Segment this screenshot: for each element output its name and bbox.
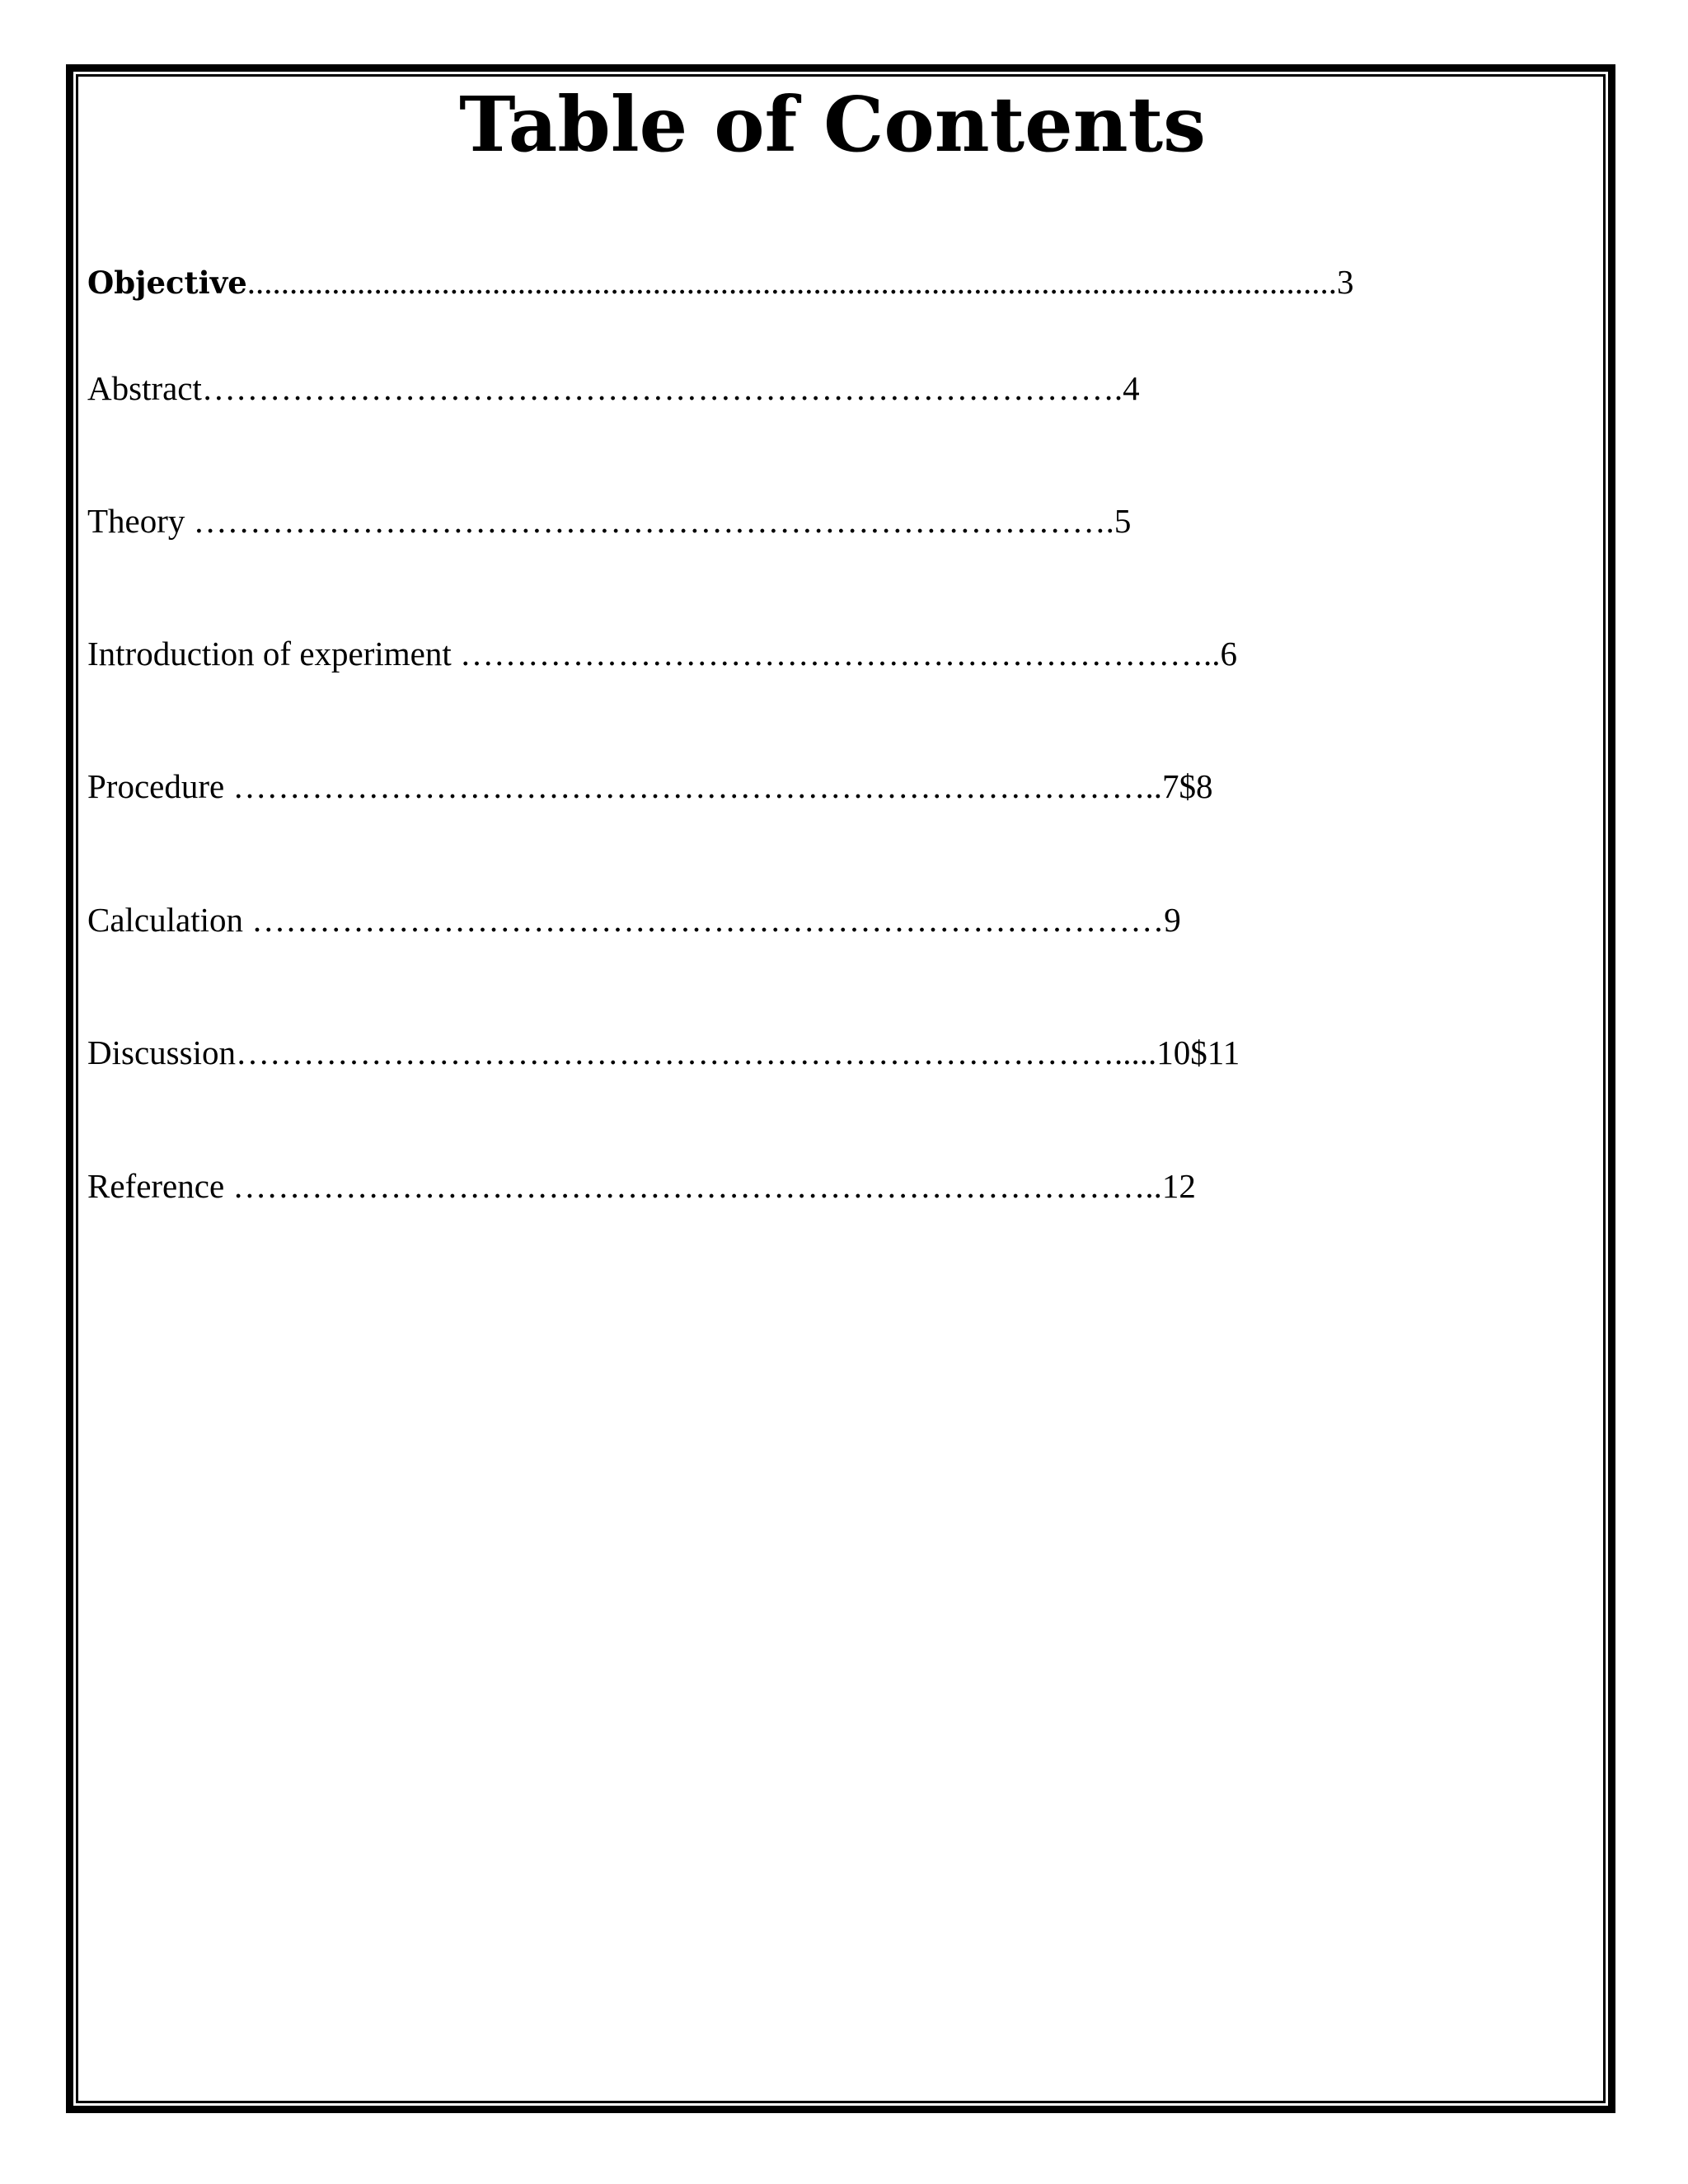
toc-page-number: 10$11 [1156,1033,1240,1071]
toc-leader-dots: ……………………………………………………………………….. [232,767,1162,805]
toc-leader-dots: ………………………………………………………….. [460,635,1221,673]
toc-leader-dots: ................................................................................................................................. [246,263,1337,301]
toc-entry-label: Discussion [87,1033,236,1071]
toc-entry-abstract [87,365,1140,411]
toc-page-number: 7$8 [1161,767,1213,805]
toc-entry-discussion [87,1029,1240,1076]
toc-page-number: 4 [1123,369,1140,407]
toc-entry-label: Abstract [87,369,202,407]
toc-entry-label: Reference [87,1167,233,1205]
toc-leader-dots: ……………………………………………………………………….. [232,1167,1162,1205]
toc-entry-theory [87,498,1131,544]
toc-entry-calculation [87,897,1181,943]
toc-entry-label: Procedure [87,767,233,805]
toc-entry-procedure [87,763,1212,809]
toc-leader-dots: ………………………………………………………………………. [193,502,1114,540]
toc-page-number: 5 [1114,502,1132,540]
toc-entry-objective [87,259,1354,306]
toc-page-number: 3 [1337,263,1354,301]
toc-entry-label: Calculation [87,901,252,939]
toc-leader-dots: ……………………………………………………………………..... [235,1033,1157,1071]
toc-leader-dots: ……………………………………………………………………… [251,901,1165,939]
page-title: Table of Contents [459,80,1206,169]
toc-entry-label: Theory [87,502,194,540]
toc-page-number: 9 [1164,901,1181,939]
toc-entry-label: Objective [87,265,247,301]
toc-entry-introduction [87,630,1237,677]
toc-entry-label: Introduction of experiment [87,635,461,673]
toc-page-number: 6 [1220,635,1238,673]
toc-entry-reference [87,1163,1196,1209]
toc-page-number: 12 [1161,1167,1196,1205]
toc-leader-dots: ………………………………………………………………………. [201,369,1123,407]
